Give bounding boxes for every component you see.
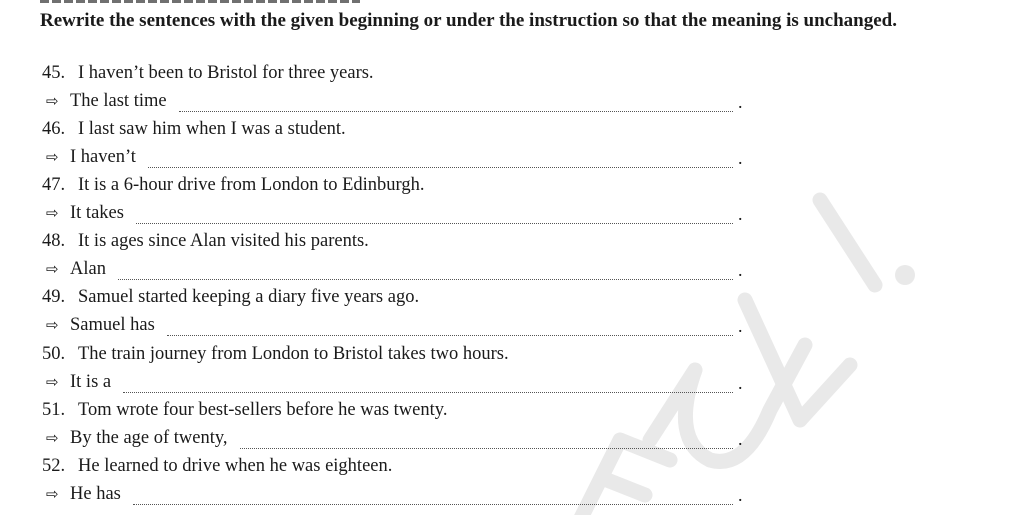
answer-prompt: Samuel has: [70, 315, 155, 336]
answer-prompt: It is a: [70, 371, 112, 392]
arrow-icon: ⇨: [46, 316, 59, 335]
exercise-number: 48.: [42, 231, 66, 252]
answer-prompt: The last time: [70, 91, 167, 111]
exercise-sentence: [42, 63, 374, 84]
answer-line: [46, 428, 228, 449]
sentence-end-period: .: [738, 372, 743, 393]
exercise-sentence: [42, 231, 369, 252]
answer-prompt: It takes: [70, 203, 124, 224]
answer-line: [46, 147, 136, 168]
answer-prompt: He has: [70, 483, 121, 504]
cropped-heading-remnant: [40, 0, 360, 3]
answer-line: [46, 259, 106, 280]
sentence-end-period: .: [738, 484, 743, 505]
original-sentence: The train journey from London to Bristol takes two hours.: [78, 343, 509, 364]
answer-prompt: Alan: [70, 259, 106, 280]
exercise-number: 51.: [42, 399, 66, 420]
exercise-number: 49.: [42, 287, 66, 308]
exercise-number: 47.: [42, 175, 66, 196]
watermark: [520, 140, 1000, 515]
answer-blank[interactable]: [123, 392, 733, 393]
instruction-heading: Rewrite the sentences with the given beginning or under the instruction so that the meaning is unchanged.: [40, 10, 897, 31]
sentence-end-period: .: [738, 260, 743, 281]
answer-line: [46, 484, 121, 505]
answer-prompt: By the age of twenty,: [70, 427, 228, 448]
arrow-icon: ⇨: [46, 372, 59, 391]
original-sentence: I last saw him when I was a student.: [78, 119, 346, 140]
original-sentence: It is a 6-hour drive from London to Edinburgh.: [78, 175, 425, 196]
exercise-sentence: [42, 456, 392, 477]
sentence-end-period: .: [738, 428, 743, 449]
exercise-number: 52.: [42, 455, 66, 476]
arrow-icon: ⇨: [46, 148, 59, 167]
original-sentence: I haven’t been to Bristol for three years.: [78, 63, 374, 83]
exercise-sentence: [42, 400, 447, 421]
arrow-icon: ⇨: [46, 260, 59, 279]
arrow-icon: ⇨: [46, 204, 59, 223]
original-sentence: He learned to drive when he was eighteen.: [78, 455, 393, 476]
exercise-number: 45.: [42, 63, 66, 83]
sentence-end-period: .: [738, 316, 743, 337]
arrow-icon: ⇨: [46, 92, 59, 110]
sentence-end-period: .: [738, 148, 743, 169]
original-sentence: Samuel started keeping a diary five years ago.: [78, 287, 420, 308]
exercise-number: 50.: [42, 343, 66, 364]
exercise-sentence: [42, 344, 509, 365]
answer-blank[interactable]: [179, 111, 733, 112]
sentence-end-period: .: [738, 204, 743, 225]
original-sentence: Tom wrote four best-sellers before he was twenty.: [78, 399, 448, 420]
arrow-icon: ⇨: [46, 484, 59, 503]
sentence-end-period: .: [738, 92, 743, 112]
answer-blank[interactable]: [240, 448, 733, 449]
exercise-number: 46.: [42, 119, 66, 140]
original-sentence: It is ages since Alan visited his parents.: [78, 231, 369, 252]
answer-line: [46, 372, 111, 393]
arrow-icon: ⇨: [46, 428, 59, 447]
exercise-sentence: [42, 119, 346, 140]
answer-blank[interactable]: [136, 223, 733, 224]
answer-blank[interactable]: [148, 167, 733, 168]
answer-blank[interactable]: [133, 504, 733, 505]
answer-prompt: I haven’t: [70, 147, 136, 168]
exercise-sentence: [42, 175, 424, 196]
answer-blank[interactable]: [118, 279, 733, 280]
answer-line: [46, 203, 124, 224]
answer-blank[interactable]: [167, 335, 733, 336]
answer-line: [46, 315, 155, 336]
answer-line: [46, 91, 167, 112]
exercise-sentence: [42, 287, 419, 308]
